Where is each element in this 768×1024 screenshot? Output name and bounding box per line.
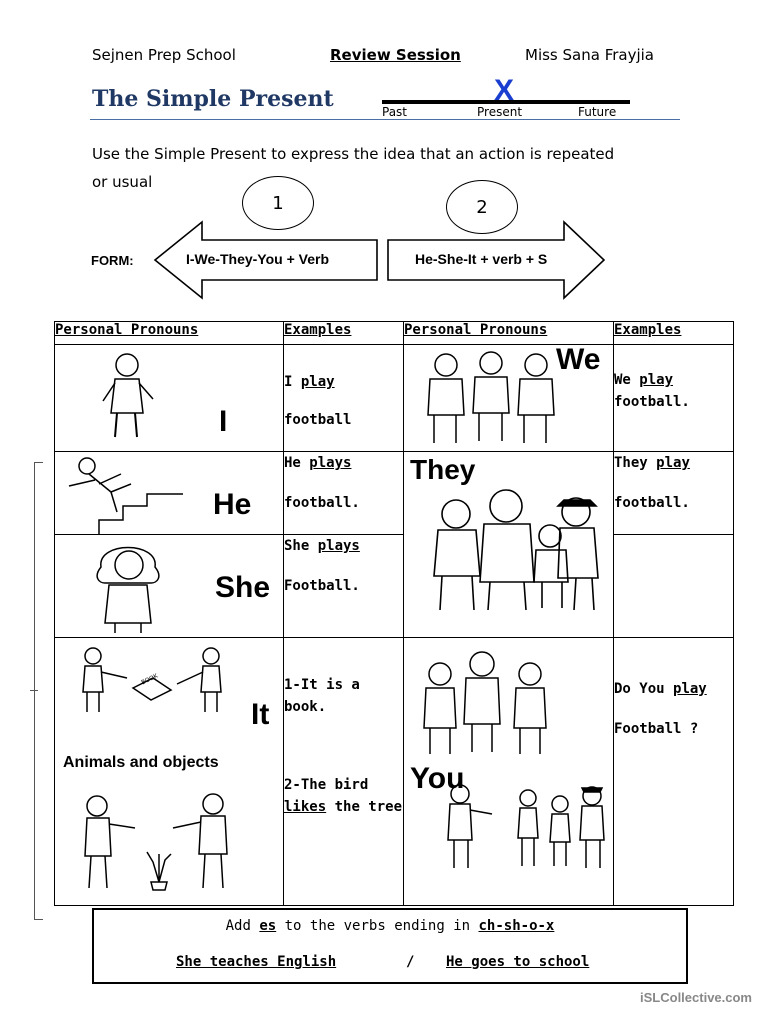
bracket-tick xyxy=(30,690,38,691)
present-marker: X xyxy=(494,74,515,107)
intro-text: Use the Simple Present to express the idea that an action is repeated or usual xyxy=(92,145,615,191)
example-i-subject: I xyxy=(284,374,301,390)
header-pronouns-right: Personal Pronouns xyxy=(404,322,614,345)
rule-middle: to the verbs ending in xyxy=(276,918,479,934)
timeline-future: Future xyxy=(578,105,617,119)
example-he-object: football. xyxy=(284,495,360,511)
rule-line-1 xyxy=(94,918,686,934)
girl-illustration xyxy=(79,537,179,635)
session-title: Review Session xyxy=(330,46,461,64)
pronoun-table xyxy=(54,321,734,906)
example-it-1: 1-It is a book. xyxy=(284,677,360,715)
example-we-object: football. xyxy=(614,394,690,410)
arrow-right-text: He-She-It + verb + S xyxy=(415,251,548,267)
timeline-present: Present xyxy=(477,105,523,119)
example-he-subject: He xyxy=(284,455,310,471)
cell-we xyxy=(404,345,614,452)
example-he xyxy=(284,452,404,535)
pronoun-he: He xyxy=(213,488,252,521)
example-you xyxy=(614,638,734,906)
example-i-object: football xyxy=(284,412,352,428)
example-it-2 xyxy=(284,774,403,818)
group-illustration-you-bottom xyxy=(440,782,610,872)
rule-example-1: She teaches English xyxy=(176,954,337,970)
example-she xyxy=(284,535,404,638)
example-it-2-verb: likes xyxy=(284,799,327,815)
cell-i xyxy=(55,345,284,452)
title-underline xyxy=(90,119,680,120)
example-i-verb: play xyxy=(300,374,335,390)
example-you-verb: play xyxy=(673,681,707,697)
cell-you xyxy=(404,638,614,906)
example-we xyxy=(614,345,734,452)
example-they xyxy=(614,452,734,535)
circle-1: 1 xyxy=(242,176,314,230)
rule-separator: / xyxy=(406,954,415,970)
header-pronouns-left: Personal Pronouns xyxy=(55,322,284,345)
pronoun-she: She xyxy=(215,571,271,604)
example-they-subject: They xyxy=(614,455,657,471)
rule-add: Add xyxy=(225,918,260,934)
example-you-subject: Do You xyxy=(614,681,674,697)
example-she-object: Football. xyxy=(284,578,360,594)
boy-illustration xyxy=(95,351,165,441)
example-you-object: Football ? xyxy=(614,721,699,737)
rule-example-2: He goes to school xyxy=(446,954,590,970)
cell-it xyxy=(55,638,284,906)
teacher-name: Miss Sana Frayjia xyxy=(525,46,654,64)
grouping-bracket xyxy=(34,462,43,920)
example-we-verb: play xyxy=(639,372,674,388)
arrow-left-text: I-We-They-You + Verb xyxy=(186,251,330,267)
falling-man-illustration xyxy=(59,454,189,534)
example-it xyxy=(284,638,404,906)
example-they-verb: play xyxy=(656,455,690,471)
example-she-subject: She xyxy=(284,538,318,554)
pronoun-we: We xyxy=(556,343,601,376)
example-it-2-subject: 2-The bird xyxy=(284,777,369,793)
pronoun-they: They xyxy=(410,454,476,485)
pronoun-you: You xyxy=(410,762,465,795)
example-she-verb: plays xyxy=(317,538,360,554)
example-they-object: football. xyxy=(614,495,690,511)
header-examples-right: Examples xyxy=(614,322,734,345)
watermark: iSLCollective.com xyxy=(640,990,752,1005)
group-illustration-we xyxy=(416,349,566,447)
rule-endings: ch-sh-o-x xyxy=(478,918,555,934)
form-label: FORM: xyxy=(91,253,134,268)
example-i xyxy=(284,345,404,452)
it-caption: Animals and objects xyxy=(63,754,219,771)
cell-they-example-blank xyxy=(614,535,734,638)
pronoun-i: I xyxy=(219,405,228,438)
pronoun-it: It xyxy=(251,698,270,731)
family-illustration-they xyxy=(426,486,606,614)
circle-2: 2 xyxy=(446,180,518,234)
cell-they xyxy=(404,452,614,638)
timeline-past: Past xyxy=(382,105,408,119)
rule-es: es xyxy=(259,918,277,934)
header-examples-left: Examples xyxy=(284,322,404,345)
book-label: BOOK xyxy=(140,672,160,687)
rule-box xyxy=(92,908,688,984)
page-title: The Simple Present xyxy=(92,86,334,112)
cell-she xyxy=(55,535,284,638)
school-name: Sejnen Prep School xyxy=(92,46,236,64)
pointing-plant-illustration xyxy=(79,792,249,892)
example-he-verb: plays xyxy=(309,455,352,471)
example-we-subject: We xyxy=(614,372,640,388)
group-illustration-you-top xyxy=(416,648,556,758)
cell-he xyxy=(55,452,284,535)
example-it-2-object: the tree xyxy=(326,799,403,815)
